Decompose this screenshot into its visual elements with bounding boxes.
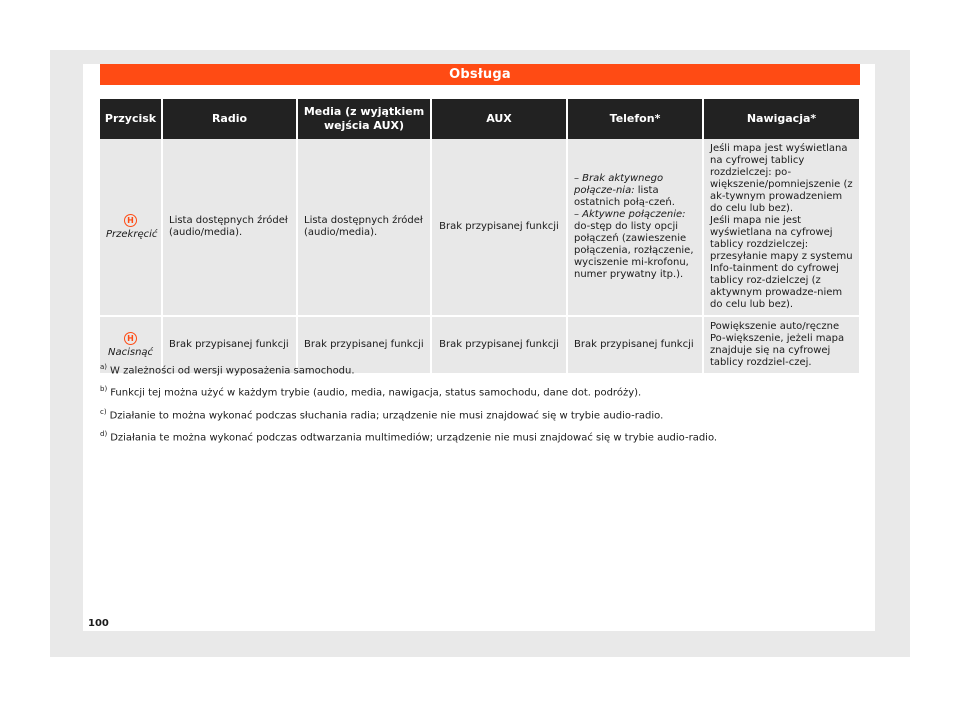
- footnote-mark: a): [100, 363, 108, 371]
- knob-h-icon: H: [124, 332, 137, 345]
- footnote-mark: c): [100, 407, 107, 416]
- media-cell: Brak przypisanej funkcji: [297, 316, 431, 374]
- footnote: [100, 405, 860, 423]
- footnote-text: Działanie to można wykonać podczas słuchania radia; urządzenie nie musi znajdować się w trybie audio-radio.: [109, 409, 664, 421]
- footnote: [100, 427, 860, 445]
- footnote-text: W zależności od wersji wyposażenia samochodu.: [110, 365, 355, 377]
- footnote-text: Działania te można wykonać podczas odtwarzania multimediów; urządzenie nie musi znajdować się w trybie audio-radio.: [110, 432, 718, 444]
- button-cell: [100, 139, 162, 316]
- footnote: [100, 382, 860, 400]
- navigation-cell: Jeśli mapa jest wyświetlana na cyfrowej tablicy rozdzielczej: po-większenie/pomniejszenie (z ak-tywnym prowadzeniem do celu lub bez). Jeśli mapa nie jest wyświetlana na cyfrowej tablicy rozdzielczej: przesyłanie mapy z systemu Info-tainment do cyfrowej tablicy roz-dzielczej (z aktywnym prowadze-niem do celu lub bez).: [703, 139, 859, 316]
- phone-item: [574, 209, 696, 281]
- phone-item-term: – Aktywne połączenie:: [574, 209, 686, 220]
- phone-item-text: do-stęp do listy opcji połączeń (zawieszenie połączenia, rozłączenie, wyciszenie mi-krofonu, numer prywatny itp.).: [574, 221, 694, 280]
- page-number: 100: [88, 618, 109, 629]
- col-header-button: Przycisk: [100, 99, 162, 139]
- col-header-navigation: Nawigacja*: [703, 99, 859, 139]
- radio-cell: Lista dostępnych źródeł (audio/media).: [162, 139, 297, 316]
- radio-cell: Brak przypisanej funkcji: [162, 316, 297, 374]
- phone-cell: [567, 139, 703, 316]
- media-cell: Lista dostępnych źródeł (audio/media).: [297, 139, 431, 316]
- aux-cell: Brak przypisanej funkcji: [431, 139, 567, 316]
- col-header-phone: Telefon*: [567, 99, 703, 139]
- footnote-mark: b): [100, 385, 108, 394]
- col-header-radio: Radio: [162, 99, 297, 139]
- button-action-label: Nacisnąć: [107, 346, 154, 358]
- col-header-media: Media (z wyjątkiem wejścia AUX): [297, 99, 431, 139]
- button-action-label: Przekręcić: [106, 228, 158, 240]
- footnote-text: Funkcji tej można użyć w każdym trybie (audio, media, nawigacja, status samochodu, dane dot. podróży).: [110, 387, 642, 399]
- phone-item-text: lista ostatnich połą-czeń.: [574, 185, 675, 208]
- navigation-cell: Powiększenie auto/ręczne Po-większenie, jeżeli mapa znajduje się na cyfrowej tablicy rozdziel-czej.: [703, 316, 859, 374]
- section-title: Obsługa: [100, 64, 860, 85]
- phone-item-term: – Brak aktywnego połącze-nia:: [574, 173, 664, 196]
- footnote: [100, 360, 860, 378]
- footnotes: [100, 360, 860, 449]
- phone-item: [574, 173, 696, 209]
- table-header-row: [100, 99, 859, 139]
- col-header-aux: AUX: [431, 99, 567, 139]
- table-row: [100, 139, 859, 316]
- knob-h-icon: H: [124, 214, 137, 227]
- controls-table: [100, 99, 859, 375]
- aux-cell: Brak przypisanej funkcji: [431, 316, 567, 374]
- footnote-mark: d): [100, 429, 108, 438]
- phone-cell: Brak przypisanej funkcji: [567, 316, 703, 374]
